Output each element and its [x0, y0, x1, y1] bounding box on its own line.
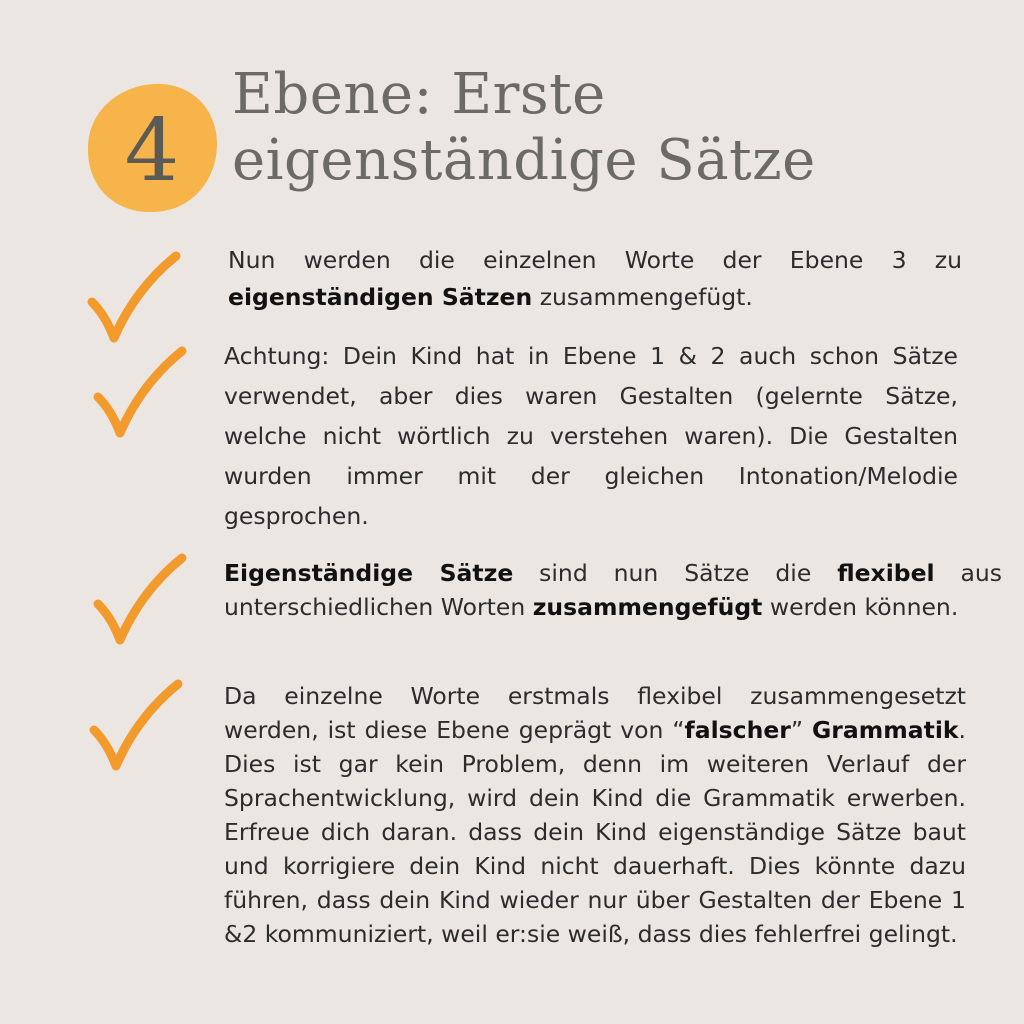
check-icon: [90, 345, 190, 445]
level-badge: [82, 78, 222, 218]
paragraph-4: Da einzelne Worte erstmals flexibel zusammengesetzt werden, ist diese Ebene geprägt von “falscher” Grammatik. Dies ist gar kein Problem, denn im weiteren Verlauf der Sprachentwicklung, wird dein Kind die Grammatik erwerben. Erfreue dich daran. dass dein Kind eigenständige Sätze baut und korrigiere dein Kind nicht dauerhaft. Dies könnte dazu führen, dass dein Kind wieder nur über Gestalten der Ebene 1 &2 kommuniziert, weil er:sie weiß, dass dies fehlerfrei gelingt.: [224, 682, 966, 948]
paragraph-2: Achtung: Dein Kind hat in Ebene 1 & 2 auch schon Sätze verwendet, aber dies waren Gestalten (gelernte Sätze, welche nicht wörtlich zu verstehen waren). Die Gestalten wurden immer mit der gleichen Intonation/Melodie gesprochen.: [224, 342, 958, 530]
paragraph-1: Nun werden die einzelnen Worte der Ebene 3 zu eigenständigen Sätzen zusammengefügt.: [228, 246, 962, 311]
check-icon: [86, 678, 186, 778]
paragraph-3: Eigenständige Sätze sind nun Sätze die flexibel aus unterschiedlichen Worten zusammengefügt werden können.: [224, 559, 1002, 621]
page-title: Ebene: Erste eigenständige Sätze: [232, 62, 816, 193]
check-icon: [90, 552, 190, 652]
level-number: 4: [124, 101, 180, 201]
check-icon: [84, 250, 184, 350]
